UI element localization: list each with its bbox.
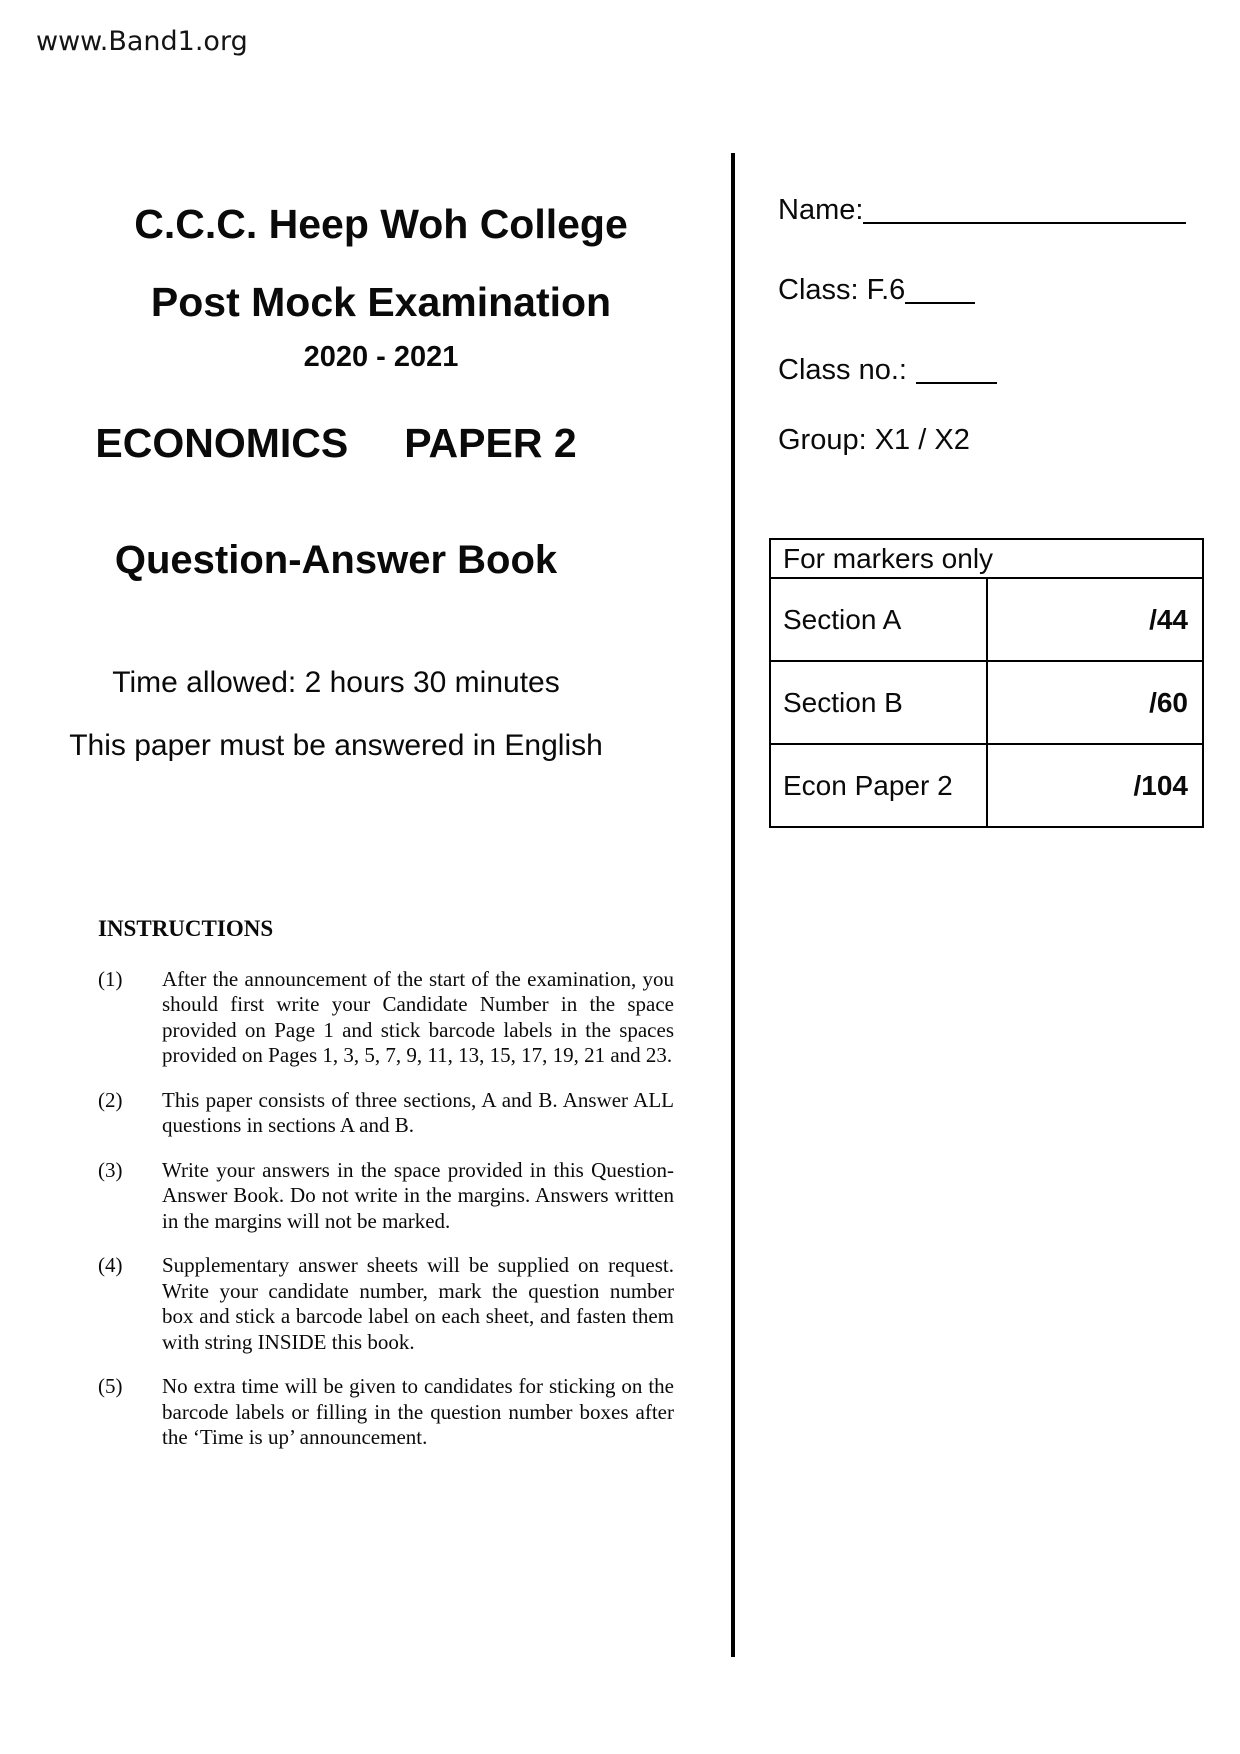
name-blank-line — [863, 222, 1186, 224]
econ-paper-label: Econ Paper 2 — [771, 745, 988, 826]
econ-paper-marks: /104 — [1133, 769, 1188, 801]
name-label: Name: — [778, 194, 864, 226]
instruction-text: Write your answers in the space provided in this Question-Answer Book. Do not write in the margins. Answers written in the margins will not be marked. — [162, 1157, 674, 1233]
instruction-number: (2) — [98, 1087, 123, 1112]
table-row — [771, 745, 1202, 826]
school-name: C.C.C. Heep Woh College — [134, 201, 628, 247]
column-divider — [731, 153, 735, 1657]
markers-table-title: For markers only — [771, 540, 1202, 579]
instruction-text: Supplementary answer sheets will be supplied on request. Write your candidate number, mark the question number box and stick a barcode label on each sheet, and fasten them with string INSIDE this book. — [162, 1253, 674, 1354]
class-no-label: Class no.: — [778, 354, 907, 386]
instruction-text: This paper consists of three sections, A and B. Answer ALL questions in sections A and B. — [162, 1087, 674, 1137]
instruction-number: (5) — [98, 1374, 123, 1398]
instruction-number: (4) — [98, 1253, 123, 1277]
instruction-number: (3) — [98, 1157, 123, 1182]
subject-paper-line — [6, 420, 666, 467]
name-field-row — [778, 192, 1186, 228]
instruction-item — [98, 1158, 674, 1235]
class-field-row — [778, 272, 975, 308]
language-note: This paper must be answered in English — [69, 729, 603, 762]
class-blank-line — [905, 302, 975, 304]
instruction-number: (1) — [98, 966, 123, 991]
instruction-item — [98, 1374, 674, 1451]
table-row — [771, 662, 1202, 745]
paper-number: PAPER 2 — [404, 420, 577, 466]
instruction-text: No extra time will be given to candidates for sticking on the barcode labels or filling in the question number boxes after the ‘Time is up’ announcement. — [162, 1374, 674, 1449]
section-b-marks: /60 — [1149, 686, 1188, 718]
section-a-marks: /44 — [1149, 603, 1188, 635]
instruction-item — [98, 1253, 674, 1355]
instruction-item — [98, 1088, 674, 1139]
instruction-text: After the announcement of the start of the examination, you should first write your Candidate Number in the space provided on Page 1 and stick barcode labels in the spaces provided on Pages 1, 3, 5, 7, 9, 11, 13, 15, 17, 19, 21 and 23. — [162, 966, 674, 1067]
book-type-title: Question-Answer Book — [114, 538, 558, 582]
time-allowed-note: Time allowed: 2 hours 30 minutes — [112, 666, 560, 699]
section-b-label: Section B — [771, 662, 988, 743]
instructions-section — [98, 916, 674, 1470]
instruction-item — [98, 967, 674, 1069]
class-no-blank-line — [916, 382, 997, 384]
section-a-label: Section A — [771, 579, 988, 660]
watermark-url: www.Band1.org — [36, 26, 248, 57]
instructions-title: INSTRUCTIONS — [98, 916, 274, 941]
group-label: Group: X1 / X2 — [778, 424, 970, 456]
table-row — [771, 579, 1202, 662]
class-no-field-row — [778, 352, 997, 388]
exam-year: 2020 - 2021 — [303, 341, 459, 373]
markers-table — [769, 538, 1204, 828]
class-label: Class: F.6 — [778, 274, 906, 306]
exam-title: Post Mock Examination — [150, 279, 612, 325]
subject-name: ECONOMICS — [95, 420, 349, 466]
